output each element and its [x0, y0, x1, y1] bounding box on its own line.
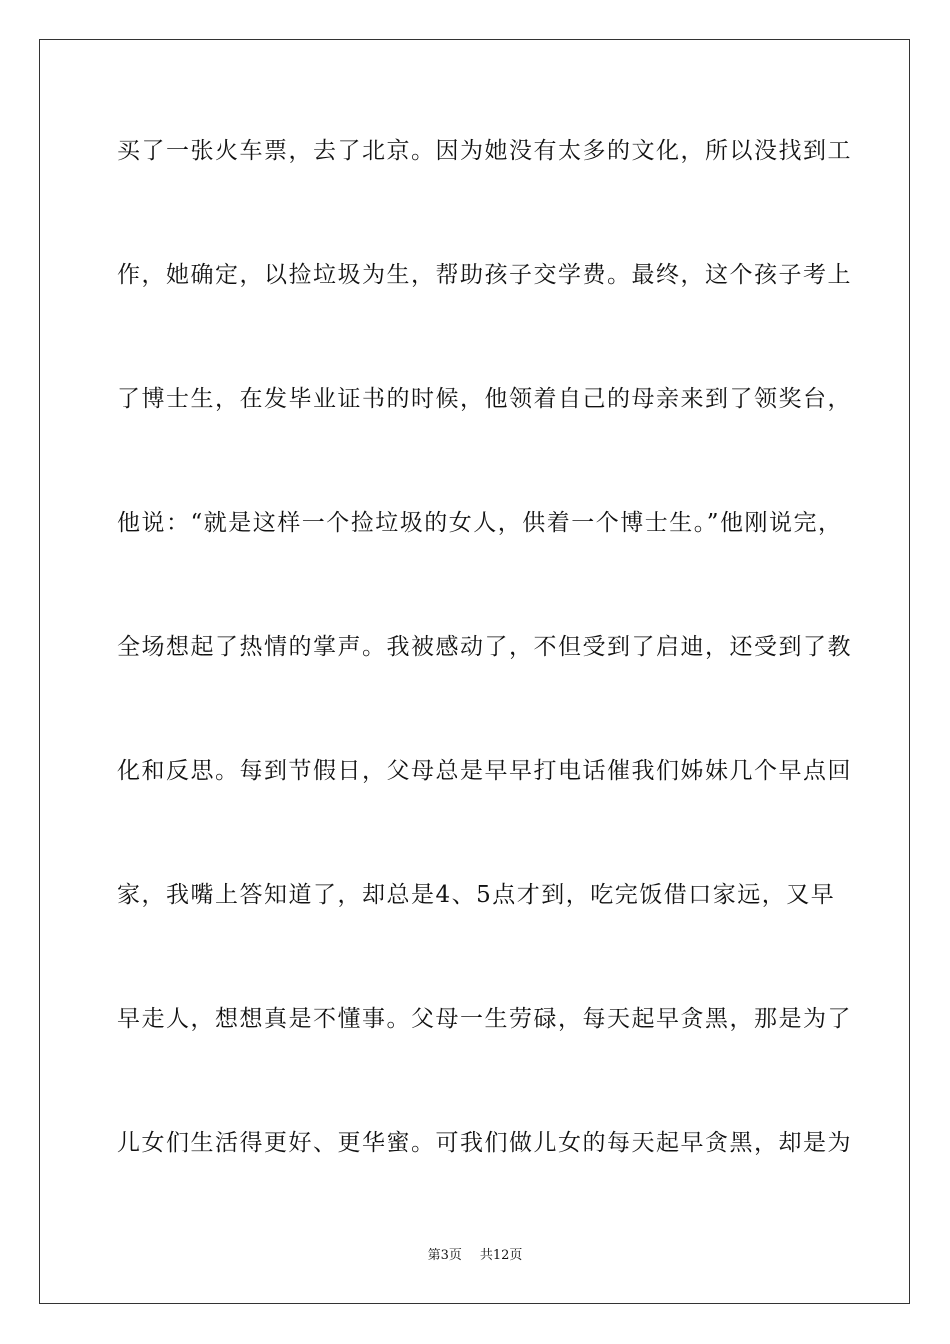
- page-number: 第3页: [427, 1248, 462, 1263]
- text-line: 全场想起了热情的掌声。我被感动了，不但受到了启迪，还受到了教: [117, 634, 852, 660]
- text-line: 买了一张火车票，去了北京。因为她没有太多的文化，所以没找到工: [117, 138, 852, 164]
- text-line: 了博士生，在发毕业证书的时候，他领着自己的母亲来到了领奖台，: [117, 386, 852, 412]
- text-line: 早走人，想想真是不懂事。父母一生劳碌，每天起早贪黑，那是为了: [117, 1006, 852, 1032]
- page-footer: [0, 1247, 950, 1265]
- total-pages: 共12页: [479, 1248, 523, 1263]
- text-line: 他说：“就是这样一个捡垃圾的女人，供着一个博士生。”他刚说完，: [117, 510, 843, 536]
- text-line: 家，我嘴上答知道了，却总是4、5点才到，吃完饭借口家远，又早: [117, 882, 836, 908]
- page-border: [39, 39, 910, 1304]
- text-line: 作，她确定，以捡垃圾为生，帮助孩子交学费。最终，这个孩子考上: [117, 262, 852, 288]
- text-line: 化和反思。每到节假日，父母总是早早打电话催我们姊妹几个早点回: [117, 758, 852, 784]
- text-line: 儿女们生活得更好、更华蜜。可我们做儿女的每天起早贪黑，却是为: [117, 1130, 852, 1156]
